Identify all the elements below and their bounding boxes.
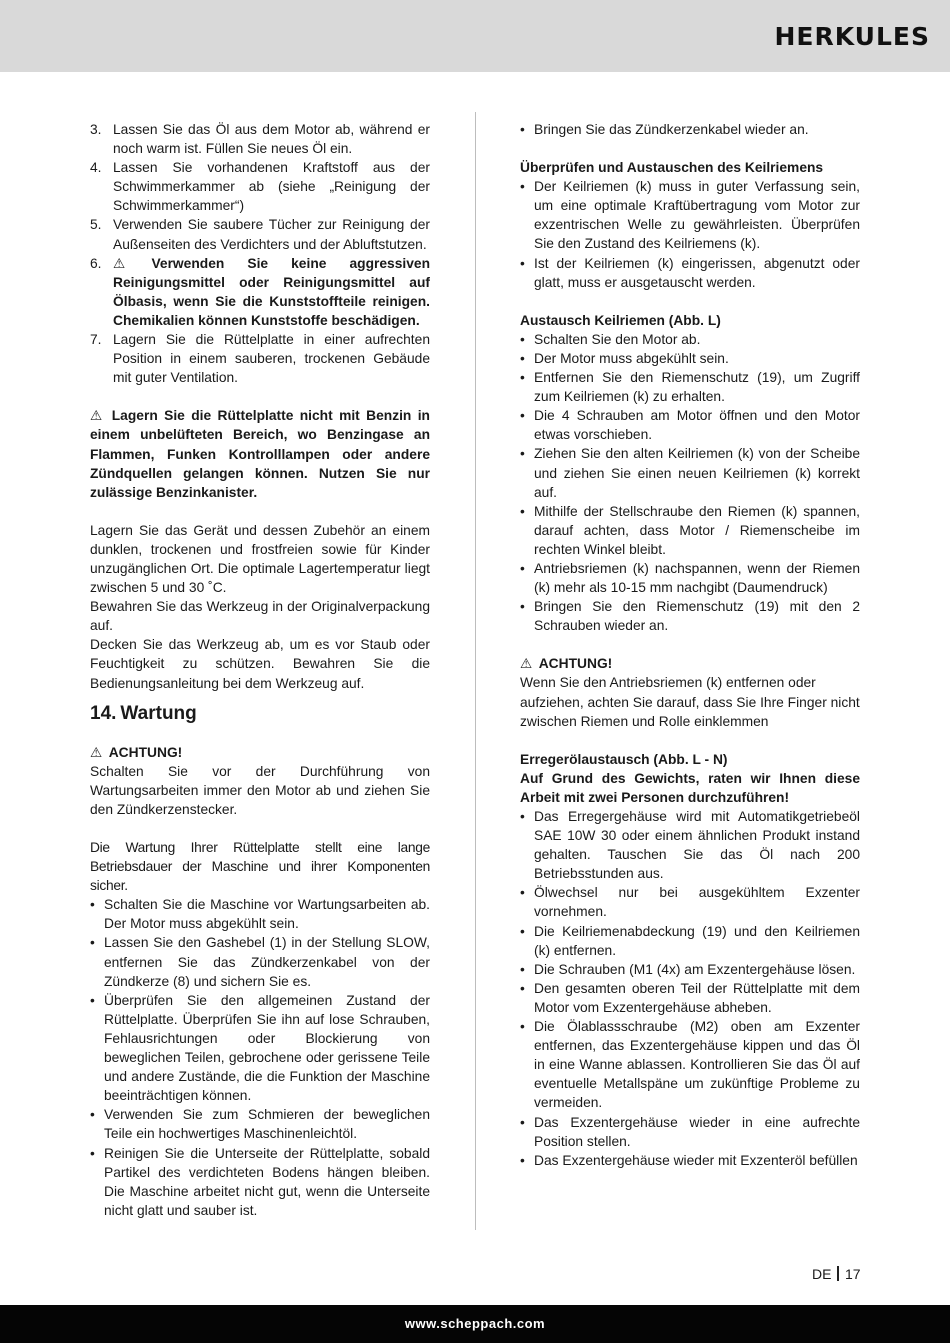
list-item: • Die 4 Schrauben am Motor öffnen und den Motor etwas vorschieben. [520, 406, 860, 444]
bullet: • [520, 1152, 525, 1168]
brand-logo: HERKULES [774, 22, 930, 51]
list-item: • Mithilfe der Stellschraube den Riemen (k) spannen, darauf achten, dass Motor / Riemenscheibe im rechten Winkel bleibt. [520, 502, 860, 559]
storage-paragraph: Bewahren Sie das Werkzeug in der Originalverpackung auf. [90, 599, 430, 634]
bullet: • [520, 1019, 525, 1035]
item-text: Lassen Sie vorhandenen Kraftstoff aus der Schwimmerkammer ab (siehe „Reinigung der Schwimmerkammer“) [113, 160, 430, 214]
warning-icon: ⚠ [90, 408, 103, 424]
item-number: 5. [90, 217, 102, 233]
item-number: 4. [90, 160, 102, 176]
bullet: • [520, 980, 525, 996]
warning-icon: ⚠ [520, 656, 533, 672]
list-item: • Der Keilriemen (k) muss in guter Verfassung sein, um eine optimale Kraftübertragung vom Motor zur exzentrischen Welle zu gewährleisten. Überprüfen Sie den Zustand des Keilriemens (k). [520, 177, 860, 253]
warning-icon: ⚠ [90, 744, 103, 760]
right-column [520, 120, 860, 1170]
achtung-heading: ⚠ ACHTUNG! [520, 654, 860, 673]
page-header [0, 0, 950, 72]
numbered-item [90, 120, 430, 158]
item-number: 3. [90, 122, 102, 137]
bullet: • [520, 350, 525, 366]
list-item: • Überprüfen Sie den allgemeinen Zustand der Rüttelplatte. Überprüfen Sie ihn auf lose Schrauben, Fehlausrichtungen oder Blockierung von beweglichen Teilen, gebrochene oder gerissene Teile und andere Zustände, die die Funktion der Maschine beeinträchtigen können. [90, 991, 430, 1106]
item-number: 6. [90, 255, 102, 271]
list-item: • Reinigen Sie die Unterseite der Rüttelplatte, sobald Partikel des verdichteten Bodens hängen bleiben. Die Maschine arbeitet nicht gut, wenn die Unterseite nicht glatt und sauber ist. [90, 1144, 430, 1220]
subsection-heading: Austausch Keilriemen (Abb. L) [520, 312, 721, 328]
bullet: • [520, 370, 525, 386]
page-number [812, 1266, 861, 1282]
section-number: 14. [90, 702, 117, 724]
storage-paragraph: Decken Sie das Werkzeug ab, um es vor Staub oder Feuchtigkeit zu schützen. Bewahren Sie die Bedienungsanleitung bei dem Werkzeug auf. [90, 637, 430, 691]
list-item: • Ziehen Sie den alten Keilriemen (k) von der Scheibe und ziehen Sie einen neuen Keilriemen (k) korrekt auf. [520, 444, 860, 501]
list-item: • Lassen Sie den Gashebel (1) in der Stellung SLOW, entfernen Sie das Zündkerzenkabel von der Zündkerze (8) und sichern Sie es. [90, 933, 430, 990]
item-text: Lassen Sie das Öl aus dem Motor ab, während er noch warm ist. Füllen Sie neues Öl ein. [113, 122, 430, 157]
bullet: • [520, 446, 525, 462]
list-item: • Bringen Sie den Riemenschutz (19) mit den 2 Schrauben wieder an. [520, 597, 860, 635]
bullet: • [90, 1145, 95, 1161]
numbered-item [90, 158, 430, 215]
list-item: • Der Motor muss abgekühlt sein. [520, 349, 860, 368]
item-text: Lagern Sie die Rüttelplatte in einer aufrechten Position in einem sauberen, trockenen Gebäude mit guter Ventilation. [113, 332, 430, 386]
bullet: • [520, 961, 525, 977]
website-link[interactable]: www.scheppach.com [404, 1316, 546, 1331]
bullet: • [520, 255, 525, 271]
bullet: • [520, 503, 525, 519]
left-column [90, 120, 430, 1220]
list-item: • Ölwechsel nur bei ausgekühltem Exzenter vornehmen. [520, 883, 860, 921]
page-num: 17 [844, 1266, 861, 1282]
bullet: • [520, 599, 525, 615]
subsection-heading: Überprüfen und Austauschen des Keilriemens [520, 160, 824, 176]
maintenance-intro: Die Wartung Ihrer Rüttelplatte stellt eine lange Betriebsdauer der Maschine und ihrer Komponenten sicher. [90, 840, 430, 894]
list-item: • Schalten Sie den Motor ab. [520, 330, 860, 349]
bullet: • [520, 1114, 525, 1130]
bullet: • [520, 408, 525, 424]
warning-icon: ⚠ [113, 255, 126, 271]
item-number: 7. [90, 332, 102, 348]
numbered-item-warning [90, 254, 430, 330]
list-item: • Das Exzentergehäuse wieder mit Exzenteröl befüllen [520, 1151, 860, 1170]
list-item: • Bringen Sie das Zündkerzenkabel wieder an. [520, 120, 860, 139]
page-footer [0, 1305, 950, 1343]
subsection-subheading: Auf Grund des Gewichts, raten wir Ihnen diese Arbeit mit zwei Personen durchzuführen! [520, 770, 860, 805]
language-code: DE [812, 1266, 832, 1282]
list-item: • Den gesamten oberen Teil der Rüttelplatte mit dem Motor vom Exzentergehäuse abheben. [520, 979, 860, 1017]
section-name: Wartung [120, 702, 197, 724]
bullet: • [520, 885, 525, 901]
list-item: • Entfernen Sie den Riemenschutz (19), um Zugriff zum Keilriemen (k) zu erhalten. [520, 368, 860, 406]
column-divider [475, 112, 476, 1230]
numbered-item [90, 330, 430, 387]
bullet: • [90, 935, 95, 951]
list-item: • Ist der Keilriemen (k) eingerissen, abgenutzt oder glatt, muss er ausgetauscht werden. [520, 254, 860, 292]
section-title [90, 702, 430, 726]
bullet: • [90, 1107, 95, 1123]
bullet: • [520, 331, 525, 347]
list-item: • Die Schrauben (M1 (4x) am Exzentergehäuse lösen. [520, 960, 860, 979]
list-item: • Antriebsriemen (k) nachspannen, wenn der Riemen (k) mehr als 10-15 mm nachgibt (Daumendruck) [520, 559, 860, 597]
list-item: • Die Keilriemenabdeckung (19) und den Keilriemen (k) entfernen. [520, 922, 860, 960]
bullet: • [520, 809, 525, 824]
subsection-heading: Erregerölaustausch (Abb. L - N) [520, 751, 728, 767]
separator [837, 1266, 839, 1281]
list-item: • Das Erregergehäuse wird mit Automatikgetriebeöl SAE 10W 30 oder einem ähnlichen Produkt instand gehalten. Tauschen Sie das Öl nach 200 Betriebsstunden aus. [520, 807, 860, 883]
bullet: • [520, 179, 525, 195]
item-text: Verwenden Sie keine aggressiven Reinigungsmittel oder Reinigungsmittel auf Ölbasis, wenn Sie die Kunststoffteile reinigen. Chemikalien können Kunststoffe beschädigen. [113, 255, 431, 328]
storage-warning: ⚠ Lagern Sie die Rüttelplatte nicht mit Benzin in einem unbelüfteten Bereich, wo Benzingase an Flammen, Funken Kontrolllampen oder andere Zündquellen gelangen können. Nutzen Sie nur zulässige Benzinkanister. [90, 408, 430, 500]
bullet: • [90, 897, 95, 913]
achtung-text: Schalten Sie vor der Durchführung von Wartungsarbeiten immer den Motor ab und ziehen Sie den Zündkerzenstecker. [90, 763, 430, 817]
numbered-item [90, 215, 430, 253]
item-text: Verwenden Sie saubere Tücher zur Reinigung der Außenseiten des Verdichters und der Abluftstutzen. [113, 217, 430, 252]
bullet: • [520, 122, 525, 137]
bullet: • [520, 560, 525, 576]
achtung-heading: ⚠ ACHTUNG! [90, 743, 430, 762]
list-item: • Schalten Sie die Maschine vor Wartungsarbeiten ab. Der Motor muss abgekühlt sein. [90, 895, 430, 933]
storage-paragraph: Lagern Sie das Gerät und dessen Zubehör an einem dunklen, trockenen und frostfreien sowie für Kinder unzugänglichen Ort. Die optimale Lagertemperatur liegt zwischen 5 und 30 ˚C. [90, 522, 430, 596]
bullet: • [90, 992, 95, 1008]
list-item: • Die Ölablassschraube (M2) oben am Exzenter entfernen, das Exzentergehäuse kippen und das Öl in eine Wanne ablassen. Kontrollieren Sie das Öl auf eventuelle Metallspäne um zukünftige Probleme zu vermeiden. [520, 1017, 860, 1112]
bullet: • [520, 923, 525, 939]
achtung-text: Wenn Sie den Antriebsriemen (k) entfernen oder aufziehen, achten Sie darauf, dass Sie Ihre Finger nicht zwischen Riemen und Rolle einklemmen [520, 675, 860, 729]
list-item: • Verwenden Sie zum Schmieren der beweglichen Teile ein hochwertiges Maschinenleichtöl. [90, 1105, 430, 1143]
list-item: • Das Exzentergehäuse wieder in eine aufrechte Position stellen. [520, 1113, 860, 1151]
